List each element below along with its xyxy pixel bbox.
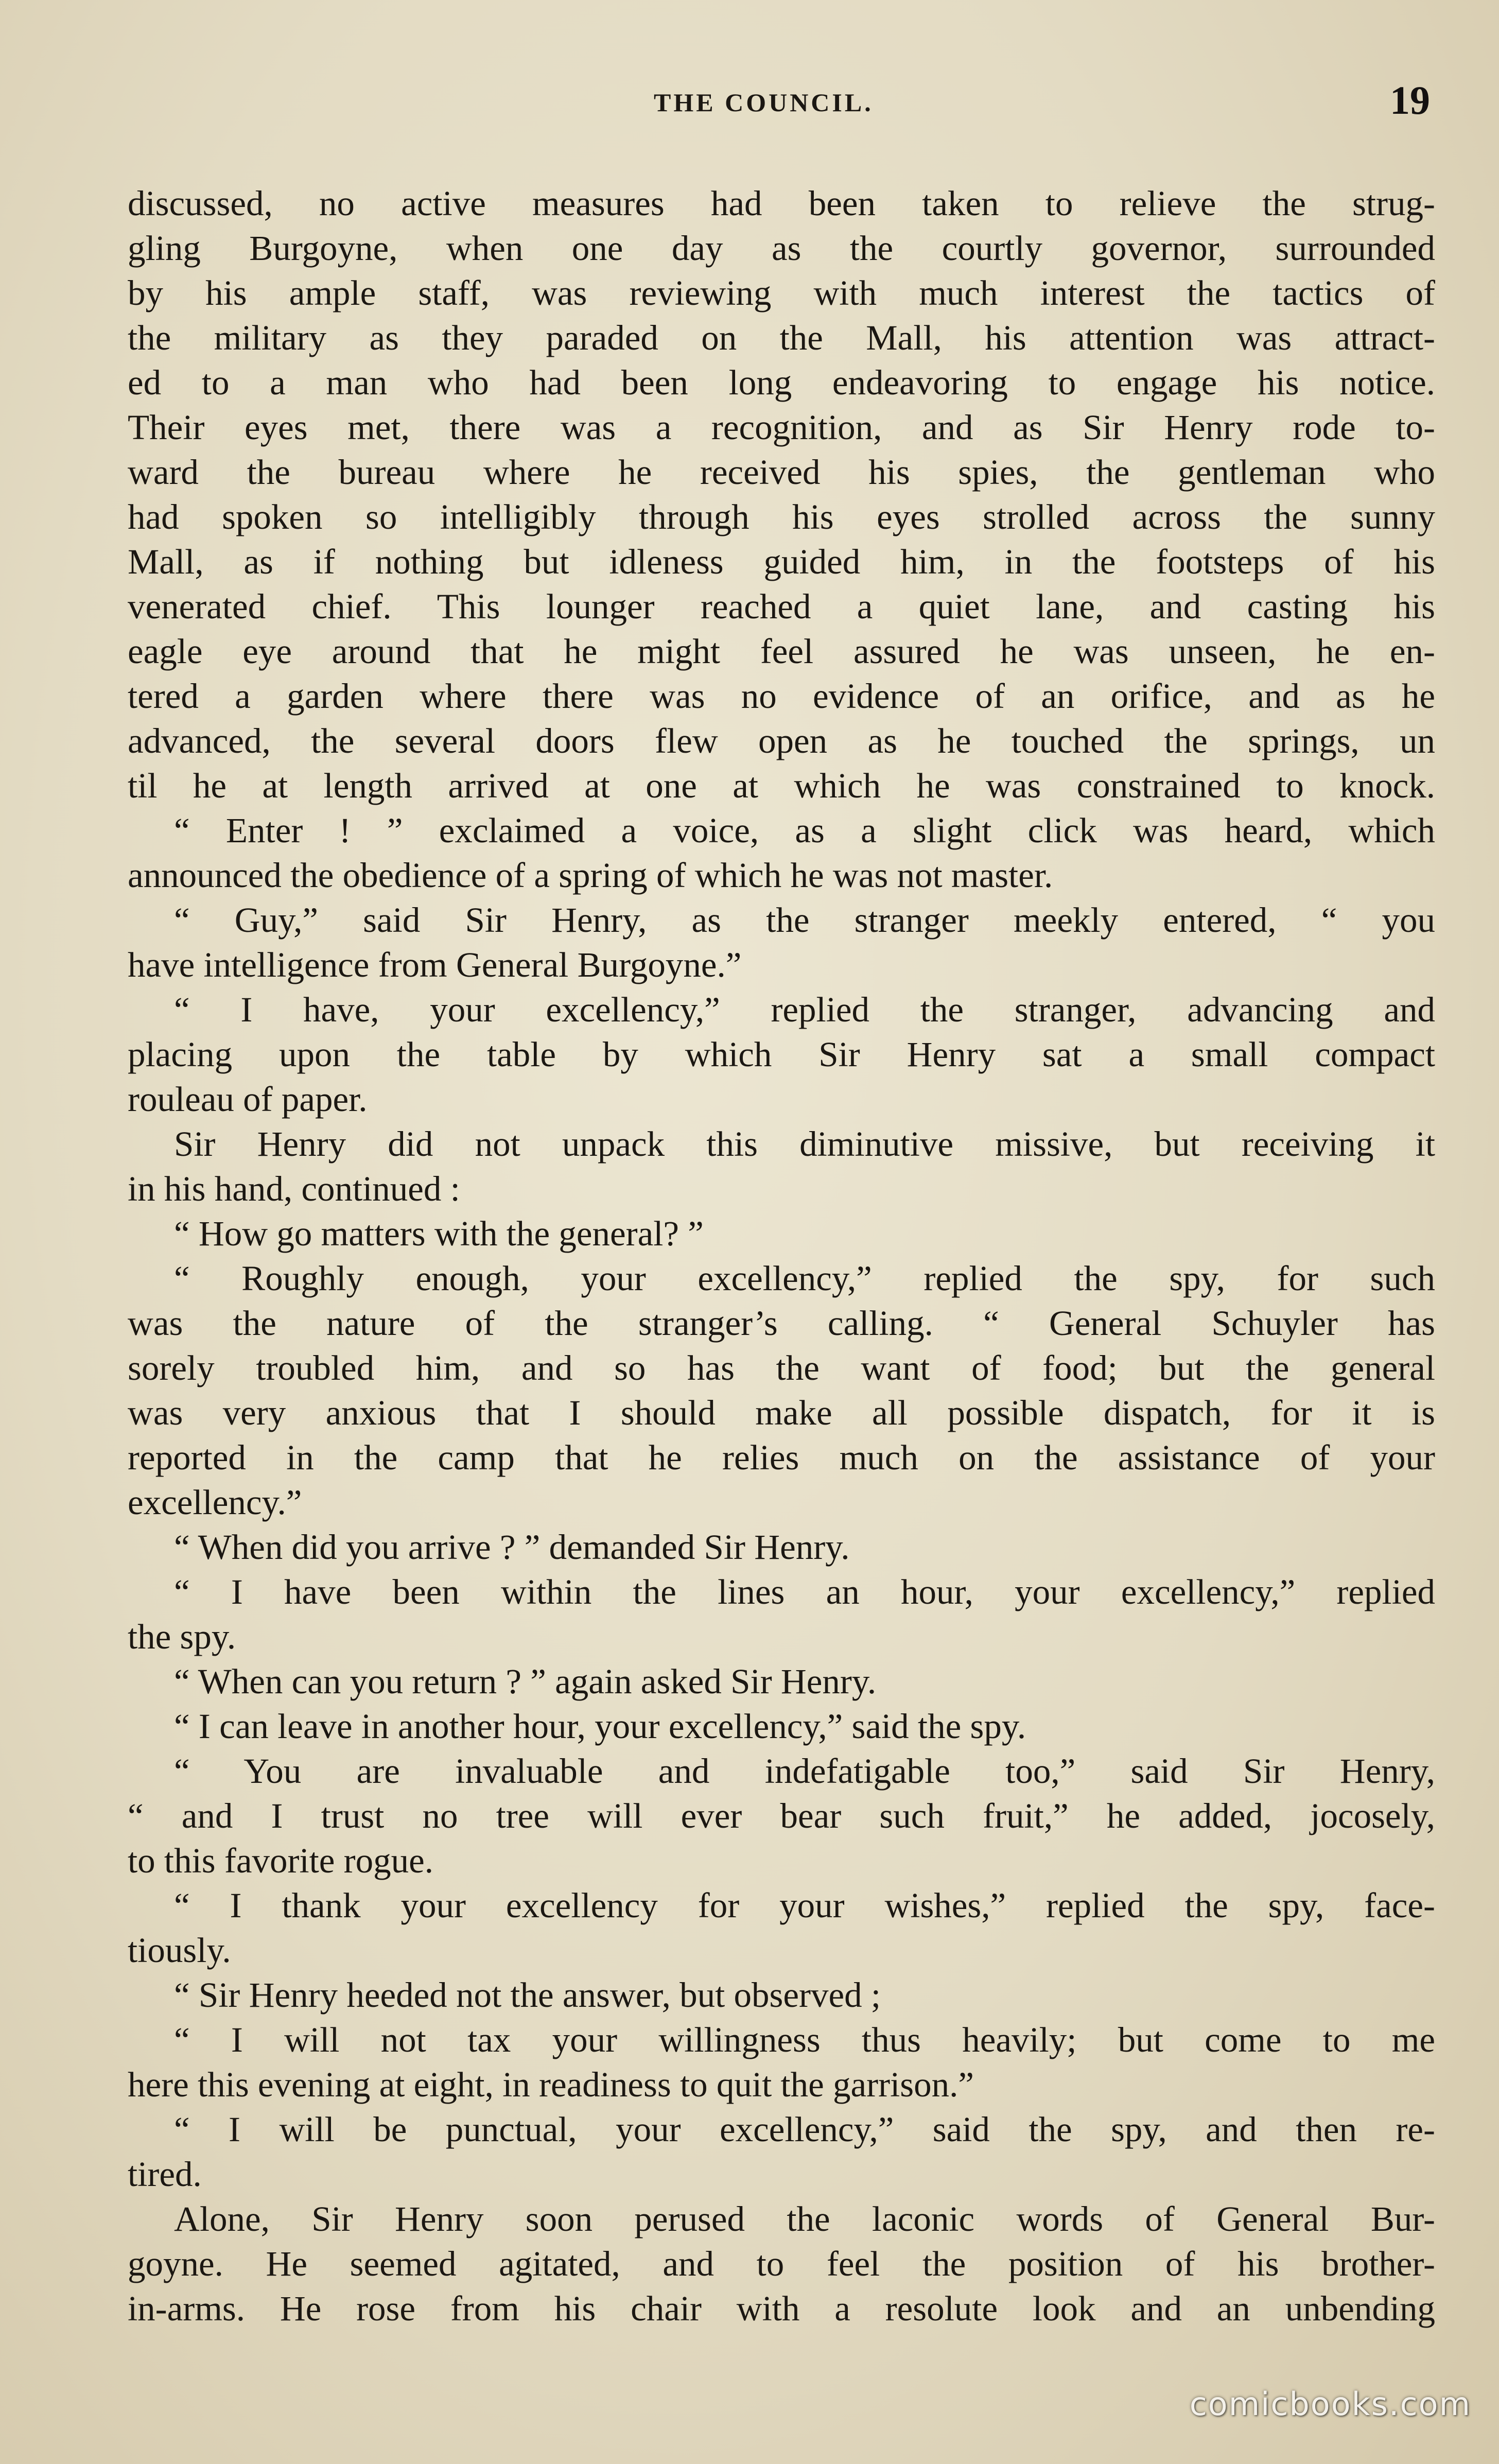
text-line: discussed, no active measures had been taken to relieve the strug-: [128, 184, 1435, 223]
text-line: reported in the camp that he relies much on the assistance of your: [128, 1438, 1435, 1477]
text-line: “ I can leave in another hour, your excellency,” said the spy.: [174, 1707, 1026, 1746]
text-line: by his ample staff, was reviewing with much interest the tactics of: [128, 273, 1435, 313]
running-title: THE COUNCIL.: [654, 88, 874, 117]
text-line: “ I will be punctual, your excellency,” said the spy, and then re-: [174, 2110, 1435, 2149]
text-line: had spoken so intelligibly through his eyes strolled across the sunny: [128, 497, 1435, 536]
text-line: tiously.: [128, 1931, 231, 1970]
text-line: “ I have been within the lines an hour, your excellency,” replied: [174, 1572, 1435, 1611]
text-line: “ I have, your excellency,” replied the stranger, advancing and: [174, 990, 1435, 1029]
text-line: “ Enter ! ” exclaimed a voice, as a slight click was heard, which: [174, 811, 1435, 850]
watermark: comicbooks.com: [1189, 2385, 1471, 2423]
text-line: in his hand, continued :: [128, 1169, 460, 1208]
text-line: “ I thank your excellency for your wishes,” replied the spy, face-: [174, 1886, 1435, 1925]
body-text: [128, 181, 1435, 2331]
text-line: sorely troubled him, and so has the want of food; but the general: [128, 1348, 1435, 1387]
text-line: in-arms. He rose from his chair with a resolute look and an unbending: [128, 2289, 1435, 2328]
text-line: “ When did you arrive ? ” demanded Sir Henry.: [174, 1528, 850, 1567]
text-line: “ You are invaluable and indefatigable too,” said Sir Henry,: [174, 1751, 1435, 1791]
text-line: gling Burgoyne, when one day as the courtly governor, surrounded: [128, 229, 1435, 268]
text-line: “ When can you return ? ” again asked Sir Henry.: [174, 1662, 877, 1701]
text-line: “ Guy,” said Sir Henry, as the stranger meekly entered, “ you: [174, 900, 1435, 940]
text-line: was very anxious that I should make all possible dispatch, for it is: [128, 1393, 1435, 1432]
text-line: tered a garden where there was no evidence of an orifice, and as he: [128, 676, 1435, 716]
text-line: to this favorite rogue.: [128, 1841, 434, 1880]
text-line: Mall, as if nothing but idleness guided him, in the footsteps of his: [128, 542, 1435, 581]
text-line: ward the bureau where he received his spies, the gentleman who: [128, 453, 1435, 492]
text-line: til he at length arrived at one at which he was constrained to knock.: [128, 766, 1435, 805]
text-line: eagle eye around that he might feel assured he was unseen, he en-: [128, 632, 1435, 671]
text-line: “ Sir Henry heeded not the answer, but observed ;: [174, 1975, 881, 2015]
text-line: was the nature of the stranger’s calling. “ General Schuyler has: [128, 1304, 1435, 1343]
text-line: the spy.: [128, 1617, 236, 1656]
page-number: 19: [1390, 78, 1430, 123]
text-line: rouleau of paper.: [128, 1080, 368, 1119]
text-line: the military as they paraded on the Mall, his attention was attract-: [128, 318, 1435, 357]
text-line: “ and I trust no tree will ever bear such fruit,” he added, jocosely,: [128, 1796, 1435, 1835]
text-line: here this evening at eight, in readiness to quit the garrison.”: [128, 2065, 974, 2104]
text-line: advanced, the several doors flew open as he touched the springs, un: [128, 721, 1435, 760]
text-line: have intelligence from General Burgoyne.”: [128, 945, 742, 984]
text-line: announced the obedience of a spring of which he was not master.: [128, 856, 1053, 895]
text-line: venerated chief. This lounger reached a quiet lane, and casting his: [128, 587, 1435, 626]
text-line: placing upon the table by which Sir Henry sat a small compact: [128, 1035, 1435, 1074]
page-header: [0, 77, 1499, 139]
text-line: excellency.”: [128, 1483, 302, 1522]
text-line: tired.: [128, 2155, 202, 2194]
text-line: Sir Henry did not unpack this diminutive missive, but receiving it: [174, 1124, 1435, 1164]
text-line: Their eyes met, there was a recognition, and as Sir Henry rode to-: [128, 408, 1435, 447]
text-line: “ How go matters with the general? ”: [174, 1214, 704, 1253]
text-line: “ Roughly enough, your excellency,” replied the spy, for such: [174, 1259, 1435, 1298]
text-line: Alone, Sir Henry soon perused the laconic words of General Bur-: [174, 2199, 1435, 2239]
text-line: “ I will not tax your willingness thus heavily; but come to me: [174, 2020, 1435, 2059]
text-line: goyne. He seemed agitated, and to feel the position of his brother-: [128, 2244, 1435, 2283]
text-line: ed to a man who had been long endeavoring to engage his notice.: [128, 363, 1435, 402]
